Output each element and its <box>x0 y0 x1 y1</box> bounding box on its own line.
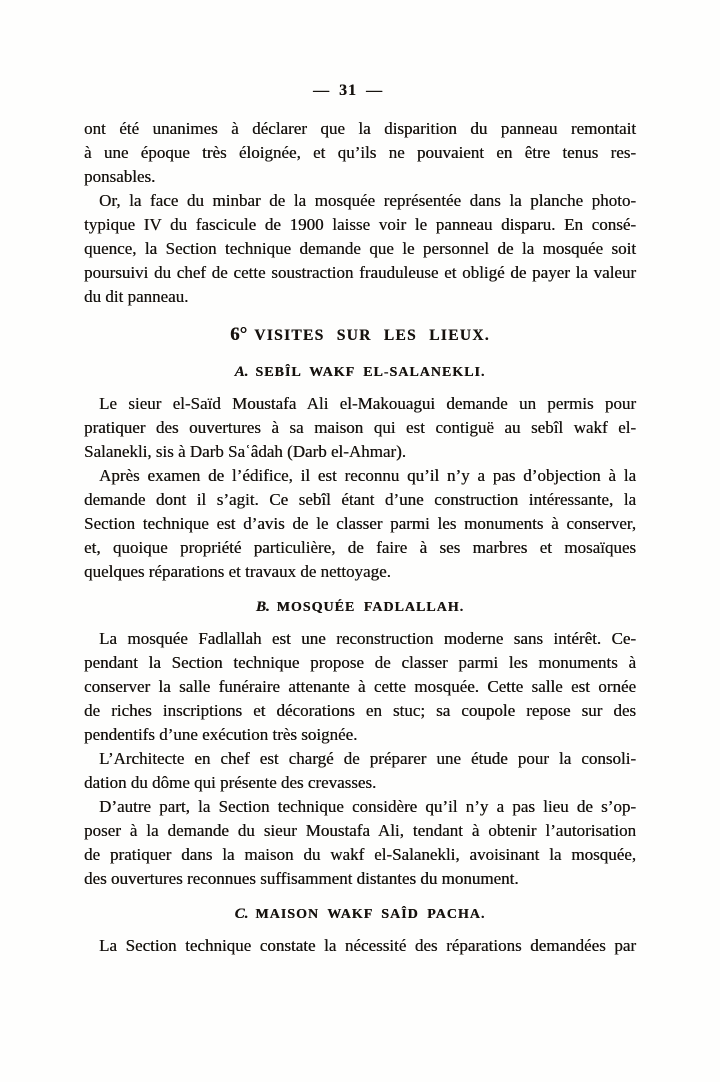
text-line: de riches inscriptions et décorations en stuc; sa coupole repose sur des <box>84 701 636 720</box>
text-paragraph <box>84 189 636 309</box>
text-line: quence, la Section technique demande que le personnel de la mosquée soit <box>84 239 636 258</box>
text-line: quelques réparations et travaux de nettoyage. <box>84 562 391 581</box>
text-line: pratiquer des ouvertures à sa maison qui est contiguë au sebîl wakf el- <box>84 418 636 437</box>
text-line: Salanekli, sis à Darb Saʿâdah (Darb el-Ahmar). <box>84 442 406 461</box>
section-heading <box>84 322 636 349</box>
text-paragraph <box>84 627 636 747</box>
text-line: pendentifs d’une exécution très soignée. <box>84 725 358 744</box>
subheading <box>84 904 636 925</box>
text-line: demande dont il s’agit. Ce sebîl étant d’une construction intéressante, la <box>84 490 636 509</box>
text-line: dation du dôme qui présente des crevasses. <box>84 773 377 792</box>
text-line: du dit panneau. <box>84 287 189 306</box>
text-line: poser à la demande du sieur Moustafa Ali, tendant à obtenir l’autorisation <box>84 821 636 840</box>
text-body <box>84 117 636 958</box>
section-number: 6° <box>230 324 248 345</box>
text-line: conserver la salle funéraire attenante à cette mosquée. Cette salle est ornée <box>84 677 636 696</box>
text-line: ont été unanimes à déclarer que la disparition du panneau remontait <box>84 119 636 138</box>
text-line: des ouvertures reconnues suffisamment distantes du monument. <box>84 869 519 888</box>
text-paragraph <box>84 464 636 584</box>
text-paragraph <box>84 934 636 958</box>
subheading-letter: B. <box>255 599 270 615</box>
text-paragraph <box>84 747 636 795</box>
subheading-letter: C. <box>234 906 249 922</box>
page-content <box>84 0 636 958</box>
subheading <box>84 362 636 383</box>
text-line: ponsables. <box>84 167 156 186</box>
text-paragraph <box>84 117 636 189</box>
section-title: VISITES SUR LES LIEUX. <box>254 327 490 344</box>
text-line: pendant la Section technique propose de classer parmi les monuments à <box>84 653 636 672</box>
text-line: D’autre part, la Section technique considère qu’il n’y a pas lieu de s’op- <box>99 797 636 816</box>
text-line: Or, la face du minbar de la mosquée représentée dans la planche photo- <box>99 191 636 210</box>
text-line: typique IV du fascicule de 1900 laisse voir le panneau disparu. En consé- <box>84 215 636 234</box>
text-line: Le sieur el-Saïd Moustafa Ali el-Makouagui demande un permis pour <box>99 394 636 413</box>
text-line: La mosquée Fadlallah est une reconstruction moderne sans intérêt. Ce- <box>99 629 636 648</box>
page-number: — 31 — <box>313 82 383 99</box>
page-header <box>84 82 636 100</box>
text-line: Section technique est d’avis de le classer parmi les monuments à conserver, <box>84 514 636 533</box>
text-line: L’Architecte en chef est chargé de préparer une étude pour la consoli- <box>99 749 636 768</box>
subheading <box>84 597 636 618</box>
text-line: poursuivi du chef de cette soustraction frauduleuse et obligé de payer la valeur <box>84 263 636 282</box>
text-line: Après examen de l’édifice, il est reconnu qu’il n’y a pas d’objection à la <box>99 466 636 485</box>
subheading-title: MOSQUÉE FADLALLAH. <box>276 600 465 615</box>
subheading-letter: A. <box>234 364 249 380</box>
text-line: et, quoique propriété particulière, de faire à ses marbres et mosaïques <box>84 538 636 557</box>
text-paragraph <box>84 392 636 464</box>
subheading-title: MAISON WAKF SAÎD PACHA. <box>255 907 486 922</box>
text-paragraph <box>84 795 636 891</box>
text-line: de pratiquer dans la maison du wakf el-Salanekli, avoisinant la mosquée, <box>84 845 636 864</box>
subheading-title: SEBÎL WAKF EL-SALANEKLI. <box>255 365 486 380</box>
text-line: à une époque très éloignée, et qu’ils ne pouvaient en être tenus res- <box>84 143 636 162</box>
text-line: La Section technique constate la nécessité des réparations demandées par <box>99 936 636 955</box>
